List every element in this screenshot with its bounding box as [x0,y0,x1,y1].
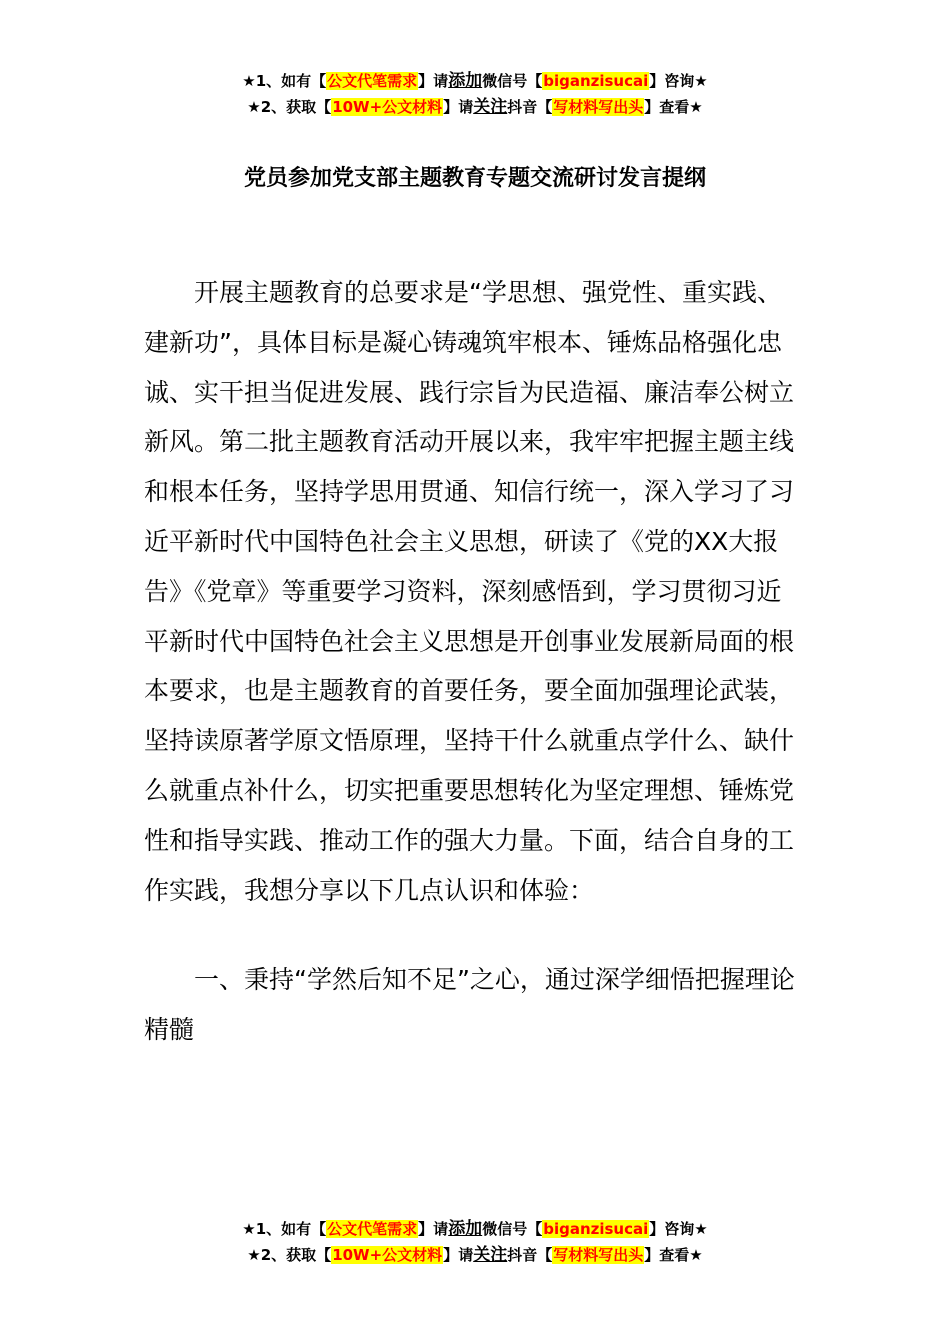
paragraph: 开展主题教育的总要求是“学思想、强党性、重实践、建新功”，具体目标是凝心铸魂筑牢根本、锤炼品格强化忠诚、实干担当促进发展、践行宗旨为民造福、廉洁奉公树立新风。第二批主题教育活动开展以来，我牢牢把握主题主线和根本任务，坚持学思用贯通、知信行统一，深入学习了习近平新时代中国特色社会主义思想，研读了《党的XX大报告》《党章》等重要学习资料，深刻感悟到，学习贯彻习近平新时代中国特色社会主义思想是开创事业发展新局面的根本要求，也是主题教育的首要任务，要全面加强理论武装，坚持读原著学原文悟原理，坚持干什么就重点学什么、缺什么就重点补什么，切实把重要思想转化为坚定理想、锤炼党性和指导实践、推动工作的强大力量。下面，结合自身的工作实践，我想分享以下几点认识和体验： [144,278,795,905]
banner-underline: 添加 [448,1219,483,1239]
banner-highlight: biganzisucai [543,1220,649,1238]
banner-text: 抖音【 [507,1246,553,1264]
banner-line-1 [0,68,950,94]
banner-underline: 添加 [448,71,483,91]
banner-highlight: biganzisucai [543,72,649,90]
banner-text: 抖音【 [507,98,553,116]
footer-banner [0,1216,950,1268]
banner-text: 】咨询★ [649,72,708,90]
banner-underline: 关注 [473,1245,508,1265]
banner-text: 】查看★ [644,98,703,116]
banner-highlight: 写材料写出头 [553,1246,644,1264]
banner-text: 】查看★ [644,1246,703,1264]
banner-text: 】请 [443,1246,474,1264]
banner-text: 微信号【 [482,72,543,90]
banner-highlight: 10W+公文材料 [332,1246,443,1264]
banner-text: 微信号【 [482,1220,543,1238]
banner-line-2 [0,94,950,120]
section-heading: 一、秉持“学然后知不足”之心，通过深学细悟把握理论精髓 [144,965,795,1045]
banner-highlight: 公文代笔需求 [327,72,418,90]
document-body [144,268,804,1055]
banner-text: ★1、如有【 [242,72,327,90]
header-banner [0,68,950,120]
banner-highlight: 公文代笔需求 [327,1220,418,1238]
banner-text: ★2、获取【 [247,1246,332,1264]
document-title: 党员参加党支部主题教育专题交流研讨发言提纲 [243,166,706,191]
banner-underline: 关注 [473,97,508,117]
banner-text: ★1、如有【 [242,1220,327,1238]
banner-text: 】请 [443,98,474,116]
banner-line-1 [0,1216,950,1242]
banner-highlight: 10W+公文材料 [332,98,443,116]
banner-line-2 [0,1242,950,1268]
banner-highlight: 写材料写出头 [553,98,644,116]
banner-text: 】请 [418,1220,449,1238]
banner-text: 】请 [418,72,449,90]
banner-text: 】咨询★ [649,1220,708,1238]
banner-text: ★2、获取【 [247,98,332,116]
